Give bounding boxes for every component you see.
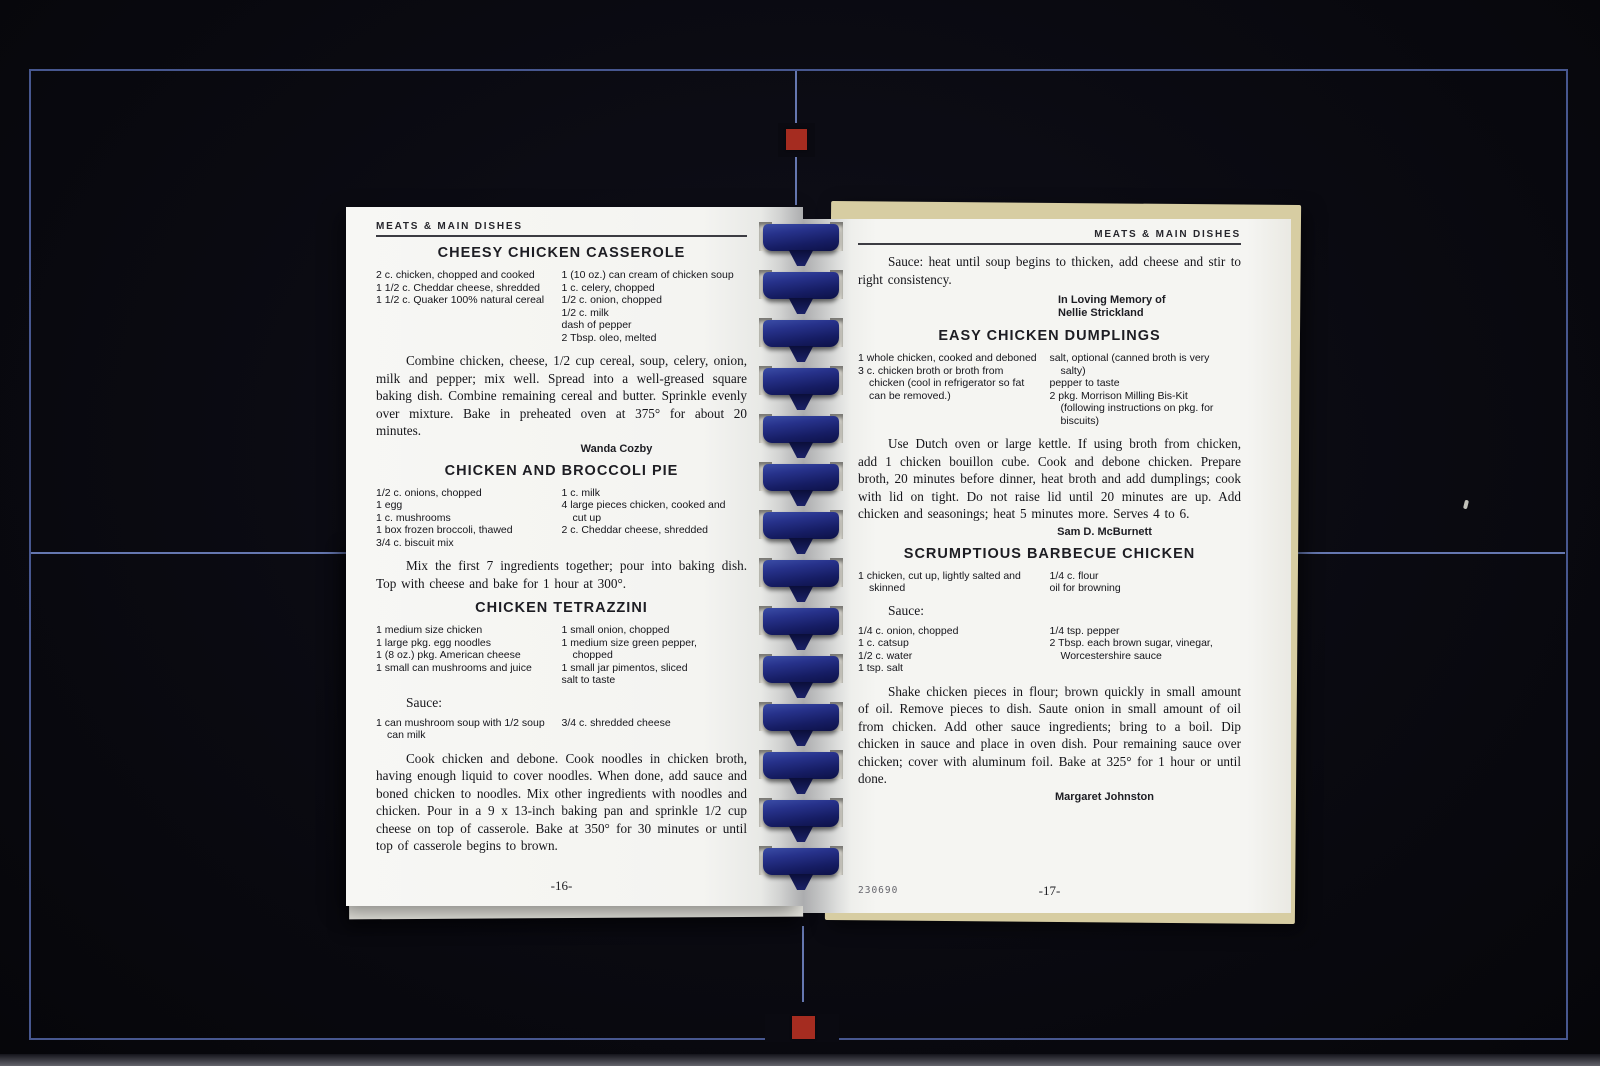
binding-loop-shadow <box>787 826 815 842</box>
binding-loop-band <box>763 656 839 683</box>
ingredient-list <box>858 570 1241 595</box>
ingredient: 1 egg <box>376 499 403 511</box>
ingredient: 1/2 c. water <box>858 649 913 662</box>
section-header-right: MEATS & MAIN DISHES <box>858 229 1241 245</box>
ingredient: 1 (8 oz.) pkg. American cheese <box>376 649 521 661</box>
ingredient: 1 1/2 c. Quaker 100% natural cereal <box>376 294 545 306</box>
registration-line-right <box>1283 552 1565 554</box>
registration-line-left <box>31 552 353 554</box>
memorial-note <box>1058 294 1241 320</box>
recipe-instructions: Combine chicken, cheese, 1/2 cup cereal, soup, celery, onion, milk and pepper; mix well. Spread into a well-greased square baking dish. Combine remaining cereal and butter. Sprinkle evenly over mixture. Bake in preheated oven at 375° for about 20 minutes. <box>376 353 747 438</box>
registration-line-bottom <box>802 926 804 1002</box>
sauce-label: Sauce: <box>406 694 442 710</box>
ingredient: 1/4 c. flour <box>1049 569 1099 582</box>
binding-loop <box>757 798 845 844</box>
binding-loop-shadow <box>787 346 815 362</box>
binding-loop-band <box>763 512 839 539</box>
binding-loop-band <box>763 320 839 347</box>
ingredient: 1 (10 oz.) can cream of chicken soup <box>561 269 734 281</box>
ingredient: 2 c. Cheddar cheese, shredded <box>561 524 709 536</box>
binding-loop-shadow <box>787 250 815 266</box>
recipe-instructions: Mix the first 7 ingredients together; pour into baking dish. Top with cheese and bake for 1 hour at 300°. <box>376 558 747 591</box>
comb-binding <box>757 216 845 908</box>
binding-loop <box>757 510 845 556</box>
ingredient: 1/4 c. onion, chopped <box>858 624 959 637</box>
cookbook-right-page <box>803 219 1291 913</box>
binding-loop-band <box>763 416 839 443</box>
page-number-left: -16- <box>550 878 573 893</box>
binding-loop-shadow <box>787 538 815 554</box>
binding-loop-shadow <box>787 634 815 650</box>
recipe-instructions: Shake chicken pieces in flour; brown quickly in small amount of oil. Remove pieces to dish. Saute onion in small amount of oil from chicken. Add other sauce ingredients; bring to a boil. Dip chicken in sauce and place in oven dish. Pour remaining sauce over chicken; cover with aluminum foil. Bake at 325° for 1 hour or until done. <box>858 683 1241 786</box>
ingredient-list <box>376 269 747 344</box>
ingredient-list <box>376 624 747 687</box>
binding-loop-shadow <box>787 490 815 506</box>
binding-loop <box>757 366 845 412</box>
binding-loop-shadow <box>787 442 815 458</box>
registration-square-top <box>786 129 807 150</box>
sauce-ingredient-list <box>858 625 1241 675</box>
binding-loop <box>757 750 845 796</box>
ingredient: 1/2 c. onions, chopped <box>376 486 482 499</box>
ingredient: 3/4 c. biscuit mix <box>376 536 454 549</box>
binding-loop-shadow <box>787 682 815 698</box>
print-code: 230690 <box>858 885 899 896</box>
ingredient: 3 c. chicken broth or broth from chicken (cool in refrigerator so fat can be removed.) <box>858 364 1025 402</box>
binding-loop <box>757 414 845 460</box>
recipe-attribution: Margaret Johnston <box>1054 790 1154 803</box>
recipe-attribution: Wanda Cozby <box>580 442 653 455</box>
ingredient: 1 c. mushrooms <box>376 511 451 524</box>
ingredient: 2 Tbsp. each brown sugar, vinegar, Worcestershire sauce <box>1049 637 1213 662</box>
ingredient: 1 1/2 c. Cheddar cheese, shredded <box>376 281 541 294</box>
ingredient: 1 small can mushrooms and juice <box>376 661 532 674</box>
recipe-instructions: Cook chicken and debone. Cook noodles in chicken broth, having enough liquid to cover noodles. When done, add sauce and boned chicken to noodles. Mix other ingredients with noodles and chicken. Pour in a 9 x 13-inch baking pan and sprinkle 1/2 cup cheese on top of casserole. Bake at 350° for 30 minutes or until top of casserole begins to brown. <box>376 750 747 853</box>
memorial-line: In Loving Memory of <box>1058 294 1166 306</box>
section-header-left: MEATS & MAIN DISHES <box>376 221 747 237</box>
ingredient: 4 large pieces chicken, cooked and cut up <box>561 499 726 524</box>
binding-loop <box>757 606 845 652</box>
binding-loop-band <box>763 848 839 875</box>
sauce-ingredient-list <box>376 717 747 742</box>
ingredient: 1 medium size green pepper, chopped <box>561 636 697 661</box>
continued-instructions: Sauce: heat until soup begins to thicken, add cheese and stir to right consistency. <box>858 254 1241 287</box>
binding-loop-shadow <box>787 778 815 794</box>
ingredient: 1/4 tsp. pepper <box>1049 624 1120 637</box>
recipe-instructions: Use Dutch oven or large kettle. If using broth from chicken, add 1 chicken bouillon cube. Cook and debone chicken. Prepare broth, 20 minutes before dinner, heat broth and add dumplings; cook with lid on tight. Do not raise lid until 20 minutes are up. Add chicken and seasonings; heat 5 minutes more. Serves 4 to 6. <box>858 436 1241 521</box>
recipe-chicken-and-broccoli-pie <box>376 463 747 593</box>
ingredient: 1/2 c. onion, chopped <box>561 294 662 306</box>
binding-loop-shadow <box>787 730 815 746</box>
ingredient-list <box>858 352 1241 427</box>
binding-loop <box>757 558 845 604</box>
ingredient: oil for browning <box>1049 582 1121 594</box>
ingredient: 1 small onion, chopped <box>561 624 670 636</box>
recipe-easy-chicken-dumplings <box>858 328 1241 538</box>
ingredient: 1 c. milk <box>561 486 601 499</box>
binding-loop-band <box>763 224 839 251</box>
ingredient: 1/2 c. milk <box>561 306 609 319</box>
binding-loop <box>757 222 845 268</box>
ingredient: 1 c. catsup <box>858 637 909 649</box>
recipe-attribution: Sam D. McBurnett <box>1057 525 1152 538</box>
ingredient: 2 pkg. Morrison Milling Bis-Kit (following instructions on pkg. for biscuits) <box>1049 389 1214 427</box>
recipe-chicken-tetrazzini <box>376 600 747 855</box>
cookbook-left-page <box>346 207 803 906</box>
ingredient: 3/4 c. shredded cheese <box>561 716 671 729</box>
binding-loop <box>757 654 845 700</box>
recipe-scrumptious-barbecue-chicken <box>858 546 1241 803</box>
binding-loop <box>757 702 845 748</box>
recipe-title: SCRUMPTIOUS BARBECUE CHICKEN <box>903 545 1196 562</box>
table-edge <box>0 1054 1600 1066</box>
binding-loop-shadow <box>787 874 815 890</box>
binding-loop-band <box>763 368 839 395</box>
binding-loop-band <box>763 272 839 299</box>
ingredient: 1 c. celery, chopped <box>561 281 655 294</box>
ingredient: 2 Tbsp. oleo, melted <box>561 331 657 344</box>
ingredient-list <box>376 487 747 550</box>
ingredient: 1 chicken, cut up, lightly salted and skinned <box>858 569 1021 594</box>
binding-loop <box>757 846 845 892</box>
binding-loop <box>757 270 845 316</box>
recipe-title: CHICKEN TETRAZZINI <box>475 600 648 616</box>
ingredient: 1 box frozen broccoli, thawed <box>376 524 513 536</box>
binding-loop-shadow <box>787 298 815 314</box>
ingredient: 1 medium size chicken <box>376 624 483 636</box>
sauce-label: Sauce: <box>888 602 924 618</box>
ingredient: 1 whole chicken, cooked and deboned <box>858 352 1037 364</box>
binding-loop-shadow <box>787 586 815 602</box>
registration-square-bottom <box>792 1016 815 1039</box>
binding-loop <box>757 318 845 364</box>
page-number-right: -17- <box>1038 883 1061 898</box>
page-footer <box>858 883 1241 897</box>
ingredient: pepper to taste <box>1049 377 1120 389</box>
binding-loop-band <box>763 704 839 731</box>
recipe-title: EASY CHICKEN DUMPLINGS <box>938 328 1161 344</box>
ingredient: 2 c. chicken, chopped and cooked <box>376 269 535 281</box>
ingredient: dash of pepper <box>561 319 632 331</box>
recipe-title: CHICKEN AND BROCCOLI PIE <box>444 462 679 479</box>
recipe-title: CHEESY CHICKEN CASSEROLE <box>437 245 686 261</box>
ingredient: 1 can mushroom soup with 1/2 soup can milk <box>376 716 545 741</box>
ingredient: salt to taste <box>561 674 616 686</box>
ingredient: 1 large pkg. egg noodles <box>376 636 492 649</box>
ingredient: 1 tsp. salt <box>858 662 903 674</box>
binding-loop-band <box>763 800 839 827</box>
memorial-line: Nellie Strickland <box>1058 307 1144 319</box>
binding-loop-shadow <box>787 394 815 410</box>
binding-loop-band <box>763 608 839 635</box>
binding-loop-band <box>763 464 839 491</box>
binding-loop <box>757 462 845 508</box>
binding-loop-band <box>763 752 839 779</box>
ingredient: 1 small jar pimentos, sliced <box>561 661 688 674</box>
ingredient: salt, optional (canned broth is very salty) <box>1049 352 1210 377</box>
recipe-cheesy-chicken-casserole <box>376 245 747 455</box>
binding-loop-band <box>763 560 839 587</box>
